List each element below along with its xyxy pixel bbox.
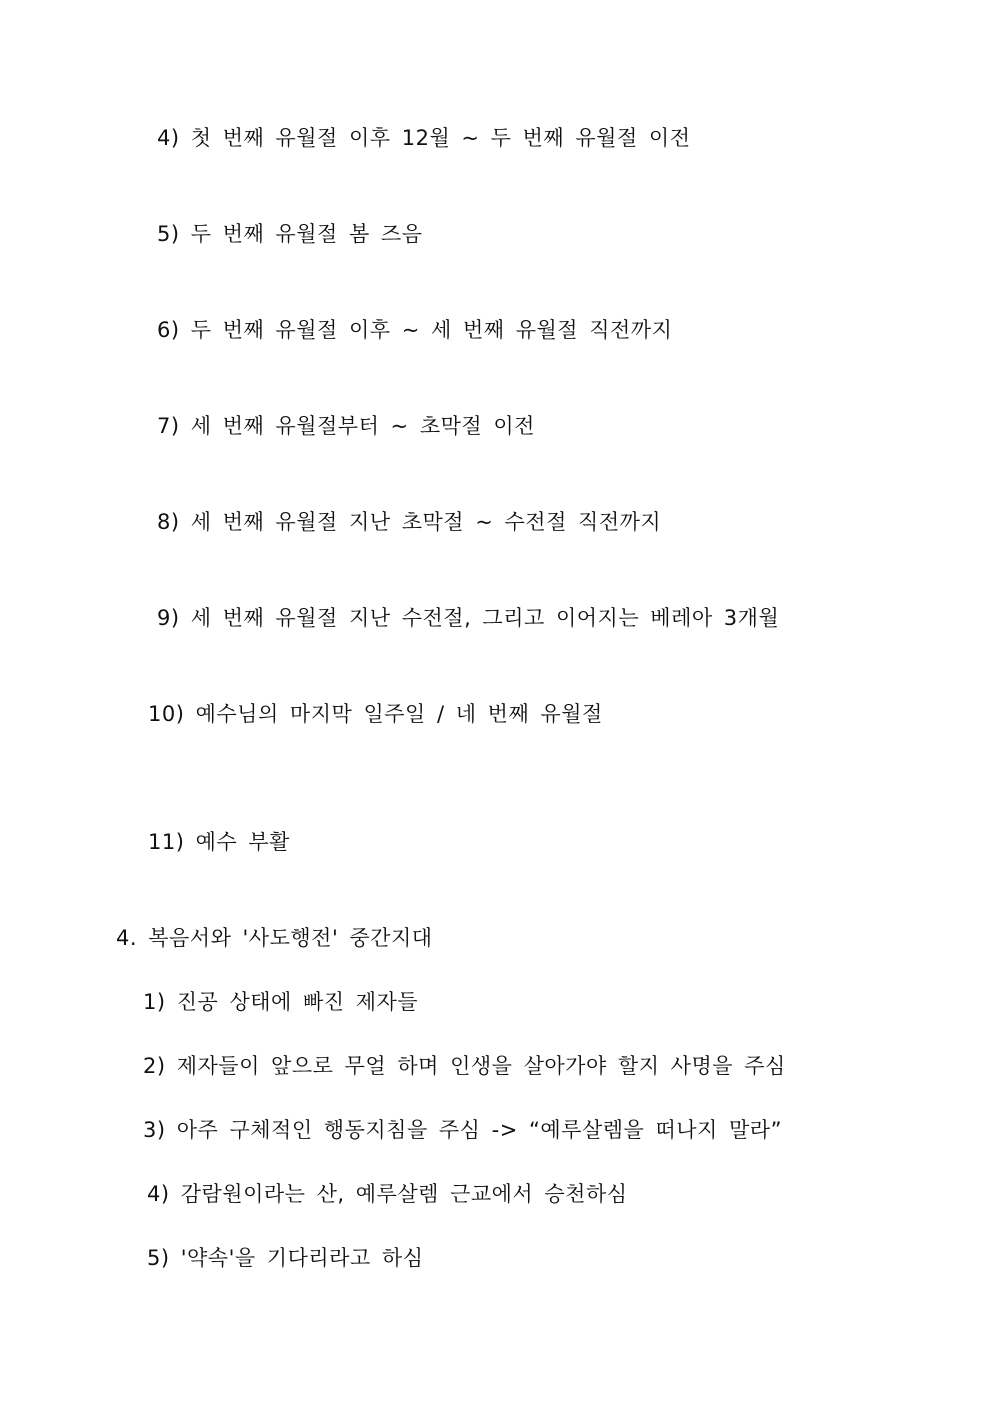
- section-heading-4: 4. 복음서와 '사도행전' 중간지대: [116, 926, 433, 950]
- list-item-6-after-second: 6) 두 번째 유월절 이후 ~ 세 번째 유월절 직전까지: [157, 318, 673, 342]
- sub-item-5-promise: 5) '약속'을 기다리라고 하심: [147, 1246, 424, 1270]
- list-item-4-first-passover: 4) 첫 번째 유월절 이후 12월 ~ 두 번째 유월절 이전: [157, 126, 691, 150]
- list-item-11-resurrection: 11) 예수 부활: [148, 830, 290, 854]
- list-item-7-third-passover: 7) 세 번째 유월절부터 ~ 초막절 이전: [157, 414, 535, 438]
- list-item-5-second-passover: 5) 두 번째 유월절 봄 즈음: [157, 222, 423, 246]
- sub-item-1-vacuum: 1) 진공 상태에 빠진 제자들: [143, 990, 419, 1014]
- sub-item-4-ascension: 4) 감람원이라는 산, 예루살렘 근교에서 승천하심: [147, 1182, 628, 1206]
- sub-item-2-mission: 2) 제자들이 앞으로 무얼 하며 인생을 살아가야 할지 사명을 주심: [143, 1054, 786, 1078]
- list-item-9-dedication: 9) 세 번째 유월절 지난 수전절, 그리고 이어지는 베레아 3개월: [157, 606, 780, 630]
- list-item-8-tabernacles: 8) 세 번째 유월절 지난 초막절 ~ 수전절 직전까지: [157, 510, 662, 534]
- sub-item-3-instructions: 3) 아주 구체적인 행동지침을 주심 -> “예루살렘을 떠나지 말라”: [143, 1118, 782, 1142]
- list-item-10-last-week: 10) 예수님의 마지막 일주일 / 네 번째 유월절: [148, 702, 603, 726]
